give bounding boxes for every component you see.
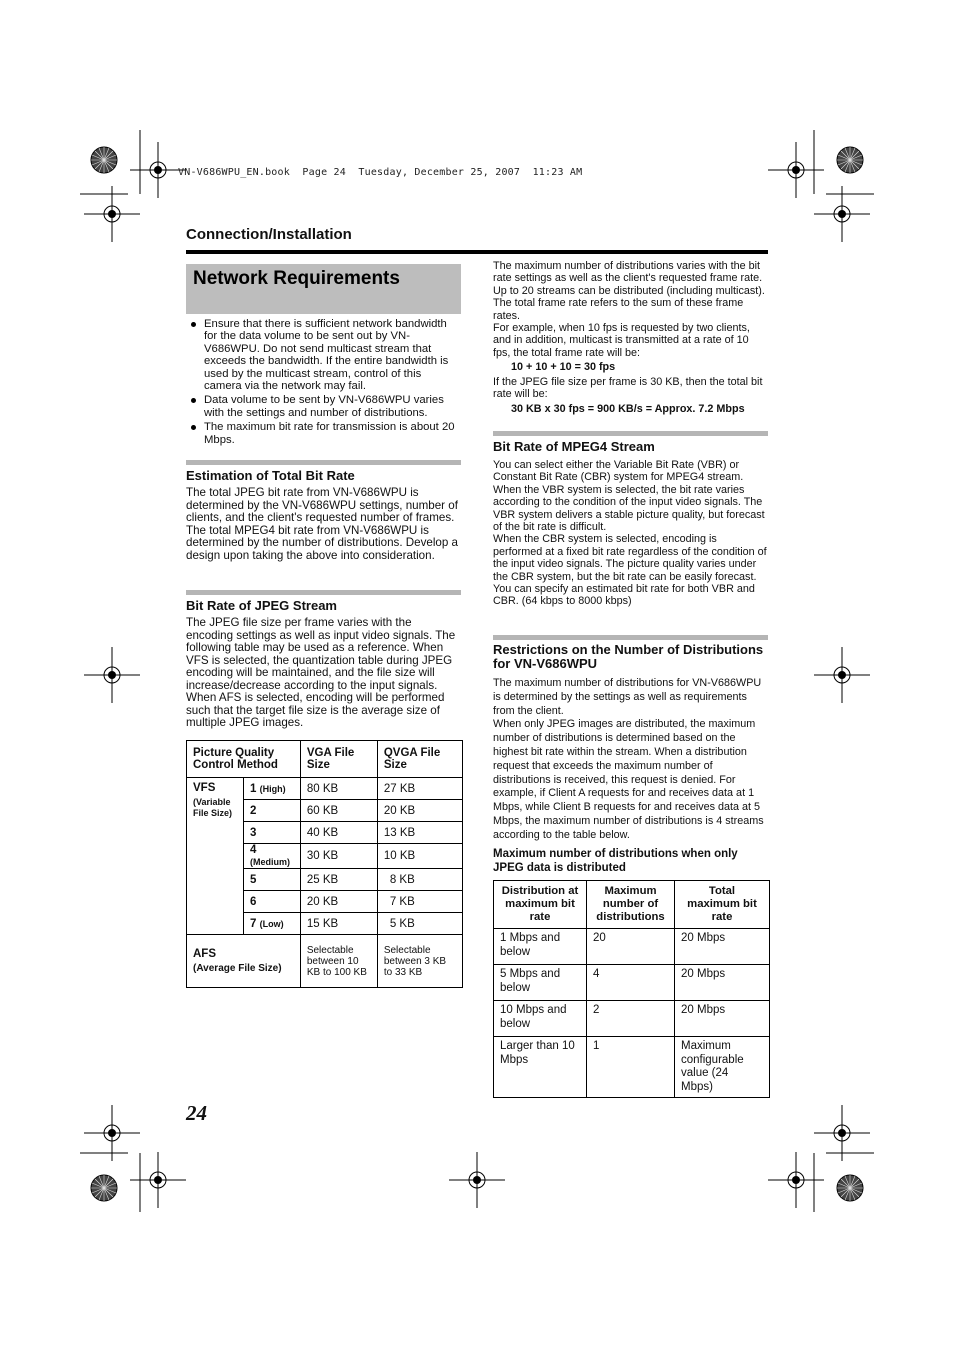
max-distributions-table: [493, 880, 770, 1098]
section-label: Connection/Installation: [186, 226, 352, 243]
bullet-item: Data volume to be sent by VN-V686WPU varies with the settings and number of distributions.: [186, 394, 461, 419]
vfs-cell: VFS (Variable File Size): [187, 778, 244, 935]
table-row: 10 Mbps and below 2 20 Mbps: [494, 1001, 770, 1037]
table-row: 6: [244, 891, 301, 913]
table-caption: Maximum number of distributions when only JPEG data is distributed: [493, 847, 738, 874]
requirements-bullets: [186, 318, 461, 448]
header-rule: [186, 250, 768, 254]
table-header: QVGA File Size: [377, 741, 462, 778]
restrictions-body: The maximum number of distributions for VN-V686WPU is determined by the settings as well as requirements from the client. When only JPEG images are distributed, the maximum number of distributions is determined based on the highest bit rate within the stream. When a distribution request that exceeds the maximum number of distributions is received, this request is denied. For example, if Client A requests for and receives data at 1 Mbps, while Client B requests for and receives data at 5 Mbps, the maximum number of distributions is 4 streams according to the table below. Maximum number of distributions when only JPEG data is distributed: [493, 677, 770, 875]
estimation-heading: Estimation of Total Bit Rate: [186, 460, 461, 483]
mpeg4-body: You can select either the Variable Bit Rate (VBR) or Constant Bit Rate (CBR) system for MPEG4 stream. When the VBR system is selected, the bit rate varies according to the condition of the input video signals. The VBR system delivers a stable picture quality, but forecast of the bit rate is difficult. When the CBR system is selected, encoding is performed at a fixed bit rate regardless of the condition of the input video signals. The picture quality varies under the CBR system, but the bit rate can be easily forecast. You can specify an estimated bit rate for both VBR and CBR. (64 kbps to 8000 kbps): [493, 459, 767, 608]
table-row: 2: [244, 800, 301, 822]
table-header: VGA File Size: [300, 741, 377, 778]
mpeg4-heading: Bit Rate of MPEG4 Stream: [493, 431, 768, 454]
bullet-item: The maximum bit rate for transmission is about 20 Mbps.: [186, 421, 461, 446]
table-header: Maximum number of distributions: [587, 881, 675, 929]
bit-rate-equation: 30 KB x 30 fps = 900 KB/s = Approx. 7.2 Mbps: [511, 403, 745, 416]
bullet-icon: [191, 425, 196, 430]
table-row: Larger than 10 Mbps 1 Maximum configurable value (24 Mbps): [494, 1037, 770, 1098]
estimation-body: The total JPEG bit rate from VN-V686WPU is determined by the VN-V686WPU settings, number of clients, and the client's requested number of frames. The total MPEG4 bit rate from VN-V686WPU is determined by the number of distributions. Develop a design upon taking the above into consideration.: [186, 486, 458, 562]
table-header: Total maximum bit rate: [675, 881, 770, 929]
jpeg-body: The JPEG file size per frame varies with the encoding settings as well as input video signals. The following table may be used as a reference. When VFS is selected, the quantization table during JPEG encoding will be maintained, and the file size will increase/decrease according to the input signals. When AFS is selected, encoding will be performed such that the target file size is the average size of multiple JPEG images.: [186, 616, 456, 729]
table-row: 7 (Low): [244, 913, 301, 935]
afs-cell: AFS (Average File Size): [187, 935, 301, 988]
restrictions-heading: Restrictions on the Number of Distributions for VN-V686WPU: [493, 635, 768, 671]
bullet-icon: [191, 398, 196, 403]
table-header: Picture Quality Control Method: [187, 741, 301, 778]
table-row: 4 (Medium): [244, 844, 301, 869]
page-title: Network Requirements: [193, 268, 400, 289]
frame-rate-equation: 10 + 10 + 10 = 30 fps: [511, 361, 616, 374]
page-number: 24: [186, 1101, 207, 1125]
jpeg-file-size-table: Picture Quality Control Method VGA File Size QVGA File Size VFS (Variable File Size) 1 (High) 80 KB 27 KB 2 60 KB 20 KB 3 40 KB 13 KB 4 (Medium) 30 KB 10 KB 5 25 KB 8 KB 6 20 KB 7 KB 7 (Low) 15 KB 5 KB AFS (Average File Size) Selectable between 10 KB to 100 KB Selectable between 3 KB to 33 KB: [186, 740, 463, 988]
jpeg-heading: Bit Rate of JPEG Stream: [186, 590, 461, 613]
bullet-item: Ensure that there is sufficient network bandwidth for the data volume to be sent out by VN-V686WPU. Do not send multicast stream that exceeds the bandwidth. If the entire bandwidth is used by the multicast stream, control of this camera via the network may fail.: [186, 318, 461, 392]
page-title-box: [186, 264, 461, 314]
table-row: 1 (High): [244, 778, 301, 800]
table-row: 5 Mbps and below 4 20 Mbps: [494, 965, 770, 1001]
table-header: Distribution at maximum bit rate: [494, 881, 587, 929]
bullet-icon: [191, 322, 196, 327]
distribution-intro: The maximum number of distributions varies with the bit rate settings as well as the client's requested frame rate. Up to 20 streams can be distributed (including multicast). The total frame rate refers to the sum of these frame rates. For example, when 10 fps is requested by two clients, and in addition, multicast is transmitted at a rate of 10 fps, the total frame rate will be: 10 + 10 + 10 = 30 fps If the JPEG file size per frame is 30 KB, then the total bit rate will be: 30 KB x 30 fps = 900 KB/s = Approx. 7.2 Mbps: [493, 260, 768, 416]
table-row: 3: [244, 822, 301, 844]
table-row: 5: [244, 869, 301, 891]
table-row: 1 Mbps and below 20 20 Mbps: [494, 929, 770, 965]
book-file-info: VN-V686WPU_EN.book Page 24 Tuesday, December 25, 2007 11:23 AM: [178, 167, 583, 178]
